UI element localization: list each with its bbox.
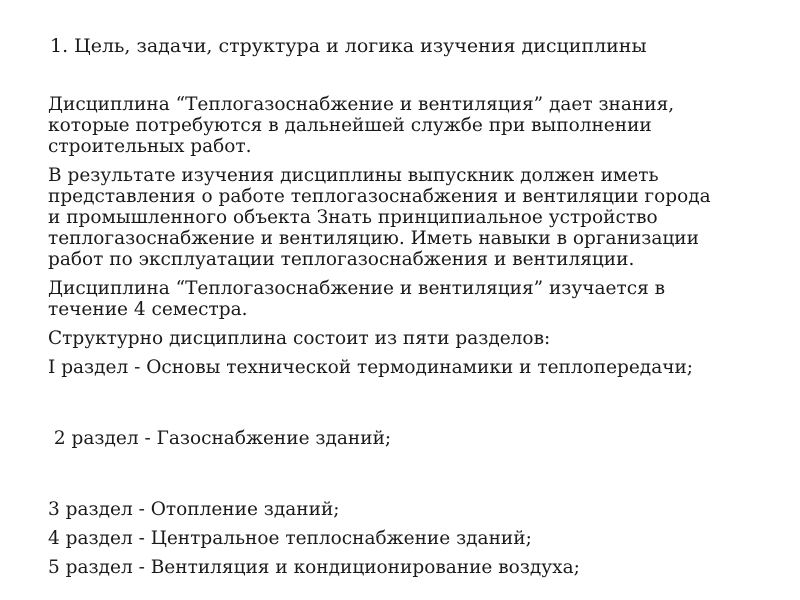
slide-body xyxy=(48,94,768,586)
text-line: 4 раздел - Центральное теплоснабжение зданий; xyxy=(48,528,532,549)
text-line: и промышленного объекта Знать принципиальное устройство xyxy=(48,207,658,228)
text-line: 3 раздел - Отопление зданий; xyxy=(48,499,340,520)
paragraph-outcomes xyxy=(48,165,768,270)
section-item-5 xyxy=(48,557,768,578)
text-line: 2 раздел - Газоснабжение зданий; xyxy=(48,428,392,449)
text-line: I раздел - Основы технической термодинамики и теплопередачи; xyxy=(48,357,694,378)
paragraph-structure xyxy=(48,328,768,349)
text-line: 5 раздел - Вентиляция и кондиционирование воздуха; xyxy=(48,557,580,578)
section-item-3 xyxy=(48,499,768,520)
section-item-2 xyxy=(48,386,768,491)
section-item-4 xyxy=(48,528,768,549)
slide-title: 1. Цель, задачи, структура и логика изучения дисциплины xyxy=(50,35,647,57)
text-line: Структурно дисциплина состоит из пяти разделов: xyxy=(48,328,551,349)
text-line: работ по эксплуатации теплогазоснабжения и вентиляции. xyxy=(48,249,635,270)
text-line: Дисциплина “Теплогазоснабжение и вентиляция” изучается в xyxy=(48,278,666,299)
section-item-1 xyxy=(48,357,768,378)
text-line: В результате изучения дисциплины выпускник должен иметь xyxy=(48,165,659,186)
text-line: течение 4 семестра. xyxy=(48,299,248,320)
text-line: строительных работ. xyxy=(48,136,252,157)
text-line: теплогазоснабжение и вентиляцию. Иметь навыки в организации xyxy=(48,228,699,249)
text-line: представления о работе теплогазоснабжения и вентиляции города xyxy=(48,186,711,207)
text-line: Дисциплина “Теплогазоснабжение и вентиляция” дает знания, xyxy=(48,94,675,115)
paragraph-intro xyxy=(48,94,768,157)
paragraph-semester xyxy=(48,278,768,320)
text-line: которые потребуются в дальнейшей службе при выполнении xyxy=(48,115,652,136)
